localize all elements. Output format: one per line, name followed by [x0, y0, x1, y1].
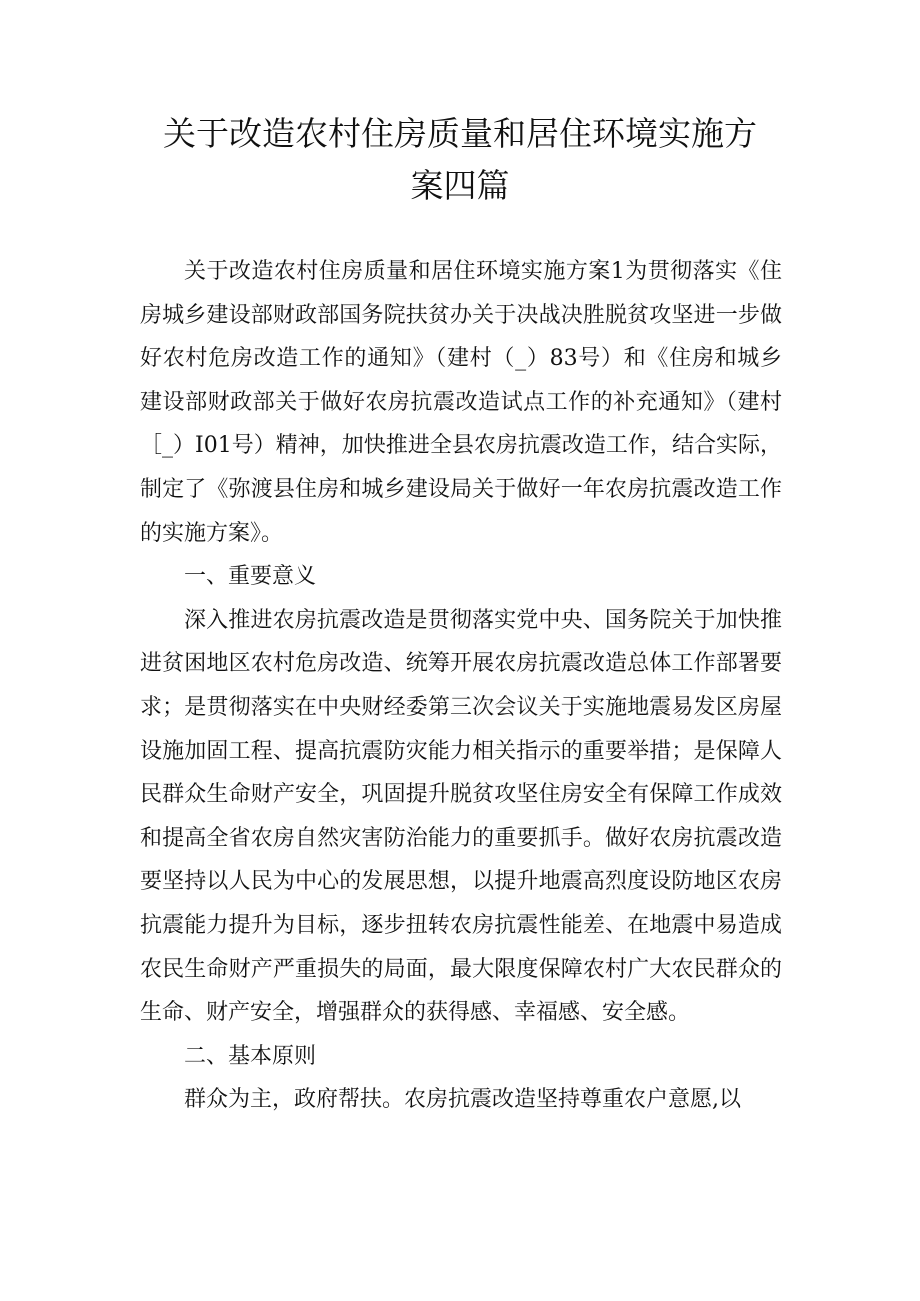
section-heading-principles: 二、基本原则 [184, 1043, 317, 1069]
document-body [140, 250, 782, 1122]
section-heading-significance: 一、重要意义 [184, 564, 317, 590]
title-line-2: 案四篇 [410, 166, 510, 205]
paragraph-principles: 群众为主，政府帮扶。农房抗震改造坚持尊重农户意愿,以 [184, 1087, 741, 1113]
paragraph-intro: 关于改造农村住房质量和居住环境实施方案1为贯彻落实《住房城乡建设部财政部国务院扶贫办关于决战决胜脱贫攻坚进一步做好农村危房改造工作的通知》（建村（_）83号）和《住房和城乡建设部财政部关于做好农房抗震改造试点工作的补充通知》（建村［_）I01号）精神，加快推进全县农房抗震改造工作，结合实际，制定了《弥渡县住房和城乡建设局关于做好一年农房抗震改造工作的实施方案》。 [140, 259, 782, 546]
paragraph-significance: 深入推进农房抗震改造是贯彻落实党中央、国务院关于加快推进贫困地区农村危房改造、统筹开展农房抗震改造总体工作部署要求；是贯彻落实在中央财经委第三次会议关于实施地震易发区房屋设施加固工程、提高抗震防灾能力相关指示的重要举措；是保障人民群众生命财产安全，巩固提升脱贫攻坚住房安全有保障工作成效和提高全省农房自然灾害防治能力的重要抓手。做好农房抗震改造要坚持以人民为中心的发展思想，以提升地震高烈度设防地区农房抗震能力提升为目标，逐步扭转农房抗震性能差、在地震中易造成农民生命财产严重损失的局面，最大限度保障农村广大农民群众的生命、财产安全，增强群众的获得感、幸福感、安全感。 [140, 607, 782, 1026]
document-title [140, 108, 780, 212]
title-line-1: 关于改造农村住房质量和居住环境实施方 [163, 114, 757, 153]
